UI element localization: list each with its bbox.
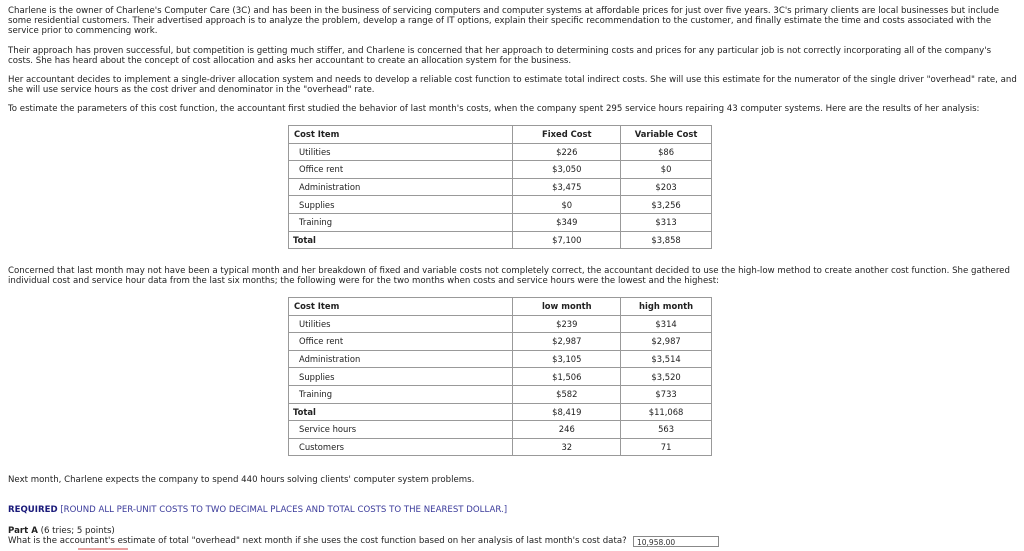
table-row [289,161,712,179]
low-month-cell: $582 [513,385,621,403]
cost-item-cell: Training [289,213,513,231]
high-month-cell: $733 [621,385,712,403]
column-header: Variable Cost [621,126,712,144]
low-month-cell: $239 [513,315,621,333]
low-total-cell: $8,419 [513,403,621,421]
fixed-cost-cell: $349 [513,213,621,231]
fixed-cost-cell: $3,050 [513,161,621,179]
high-total-cell: $11,068 [621,403,712,421]
part-a-header [8,526,627,536]
service-hours-label: Service hours [289,421,513,439]
table-row [289,438,712,456]
cost-analysis-table [288,125,712,249]
part-a-title: Part A [8,526,38,536]
cost-item-cell: Administration [289,178,513,196]
high-low-paragraph: Concerned that last month may not have been a typical month and her breakdown of fixed and variable costs not completely correct, the accountant decided to use the high-low method to create another cost function. She gathered individual cost and service hour data from the last six months; the following were for the two months when costs and service hours were the lowest and the highest: [8,266,1010,286]
low-month-cell: 246 [513,421,621,439]
variable-cost-cell: $3,256 [621,196,712,214]
high-month-cell: 563 [621,421,712,439]
cost-item-cell: Training [289,385,513,403]
total-label-cell: Total [289,231,513,249]
high-month-cell: $314 [621,315,712,333]
variable-cost-cell: $203 [621,178,712,196]
customers-label: Customers [289,438,513,456]
high-month-cell: $2,987 [621,333,712,351]
decorative-underline [78,548,128,550]
next-month-paragraph: Next month, Charlene expects the company to spend 440 hours solving clients' computer system problems. [8,475,475,485]
table-row [289,421,712,439]
variable-total-cell: $3,858 [621,231,712,249]
approach-paragraph: Their approach has proven successful, but competition is getting much stiffer, and Charlene is concerned that her approach to determining costs and prices for any particular job is not correctly incorporating all of the company's costs. She has heard about the concept of cost allocation and asks her accountant to create an allocation system for the business. [8,46,992,66]
part-a-answer-input[interactable]: 10,958.00 [633,536,719,547]
table-row [289,333,712,351]
table-row [289,368,712,386]
low-month-cell: 32 [513,438,621,456]
table-row [289,213,712,231]
cost-item-cell: Supplies [289,368,513,386]
table-row [289,385,712,403]
table-header-row [289,298,712,316]
required-label: REQUIRED [8,505,58,515]
low-month-cell: $1,506 [513,368,621,386]
required-instructions [8,505,507,515]
accountant-paragraph: Her accountant decides to implement a single-driver allocation system and needs to develop a reliable cost function to estimate total indirect costs. She will use this estimate for the numerator of the single driver "overhead" rate, and she will use service hours as the cost driver and denominator in the "overhead" rate. [8,75,1017,95]
table-header-row [289,126,712,144]
column-header: Fixed Cost [513,126,621,144]
part-a-block [8,526,627,546]
high-month-cell: 71 [621,438,712,456]
table-row [289,315,712,333]
low-month-cell: $2,987 [513,333,621,351]
high-month-cell: $3,520 [621,368,712,386]
rounding-note: [ROUND ALL PER-UNIT COSTS TO TWO DECIMAL PLACES AND TOTAL COSTS TO THE NEAREST DOLLAR.] [60,505,508,515]
variable-cost-cell: $313 [621,213,712,231]
table-row [289,196,712,214]
cost-item-cell: Office rent [289,161,513,179]
cost-item-cell: Office rent [289,333,513,351]
total-row [289,231,712,249]
high-month-cell: $3,514 [621,350,712,368]
table-row [289,178,712,196]
part-a-question: What is the accountant's estimate of total "overhead" next month if she uses the cost function based on her analysis of last month's cost data? [8,536,627,546]
cost-item-cell: Utilities [289,143,513,161]
variable-cost-cell: $86 [621,143,712,161]
cost-item-cell: Supplies [289,196,513,214]
fixed-cost-cell: $226 [513,143,621,161]
column-header: Cost Item [289,126,513,144]
column-header: Cost Item [289,298,513,316]
cost-item-cell: Utilities [289,315,513,333]
table-row [289,143,712,161]
total-row [289,403,712,421]
parameters-paragraph: To estimate the parameters of this cost function, the accountant first studied the behavior of last month's costs, when the company spent 295 service hours repairing 43 computer systems. Here are the results of her analysis: [8,104,980,114]
low-month-cell: $3,105 [513,350,621,368]
intro-paragraph: Charlene is the owner of Charlene's Computer Care (3C) and has been in the business of servicing computers and computer systems at affordable prices for just over five years. 3C's primary clients are local businesses but include some residential customers. Their advertised approach is to analyze the problem, develop a range of IT options, explain their specific recommendation to the customer, and finally estimate the time and costs associated with the service prior to commencing work. [8,6,1000,36]
column-header: low month [513,298,621,316]
variable-cost-cell: $0 [621,161,712,179]
table-row [289,350,712,368]
high-low-table [288,297,712,456]
fixed-total-cell: $7,100 [513,231,621,249]
fixed-cost-cell: $0 [513,196,621,214]
total-label-cell: Total [289,403,513,421]
part-a-tries: (6 tries; 5 points) [40,526,115,536]
column-header: high month [621,298,712,316]
cost-item-cell: Administration [289,350,513,368]
fixed-cost-cell: $3,475 [513,178,621,196]
